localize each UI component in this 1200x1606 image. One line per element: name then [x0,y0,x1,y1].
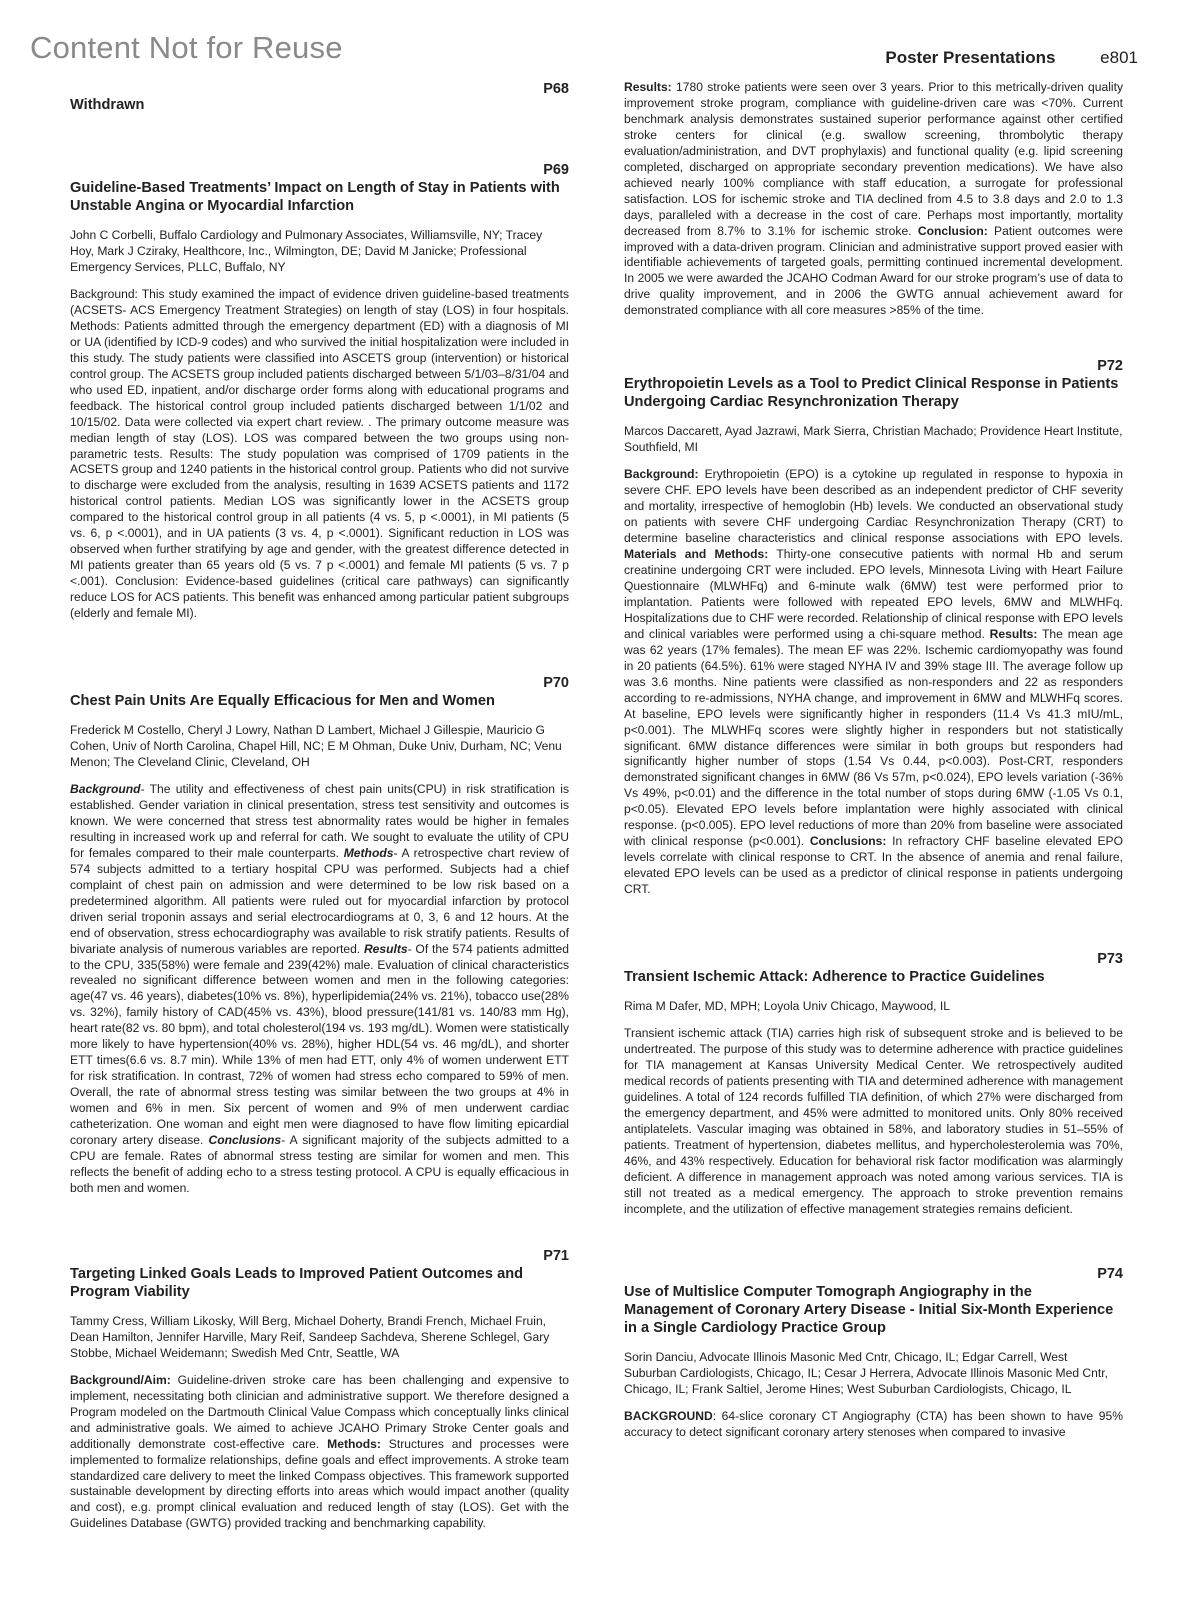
abstract-id: P73 [1097,951,1123,968]
abstract-title: Use of Multislice Computer Tomograph Angiography in the Management of Coronary Artery Disease - Initial Six-Month Experience in a Single Cardiology Practice Group [624,1284,1114,1337]
abstract-id: P69 [543,162,569,178]
label-conclusions: Conclusions [208,1132,282,1147]
label-conclusion: Conclusion: [917,223,988,238]
conclusions-text: - A significant majority of the subjects admitted to a CPU are female. Rates of abnormal stress testing are similar for women and men. This reflects the benefit of adding echo to a stress testing protocol. A CPU is equally efficacious in both men and women. [70,1132,569,1195]
results-text: - Of the 574 patients admitted to the CPU, 335(58%) were female and 239(42%) male. Evaluation of clinical characteristics revealed no significant difference between women and men in the following categories: age(47 vs. 46 years), diabetes(10% vs. 8%), hyperlipidemia(24% vs. 21%), tobacco use(28% vs. 32%), family history of CAD(45% vs. 43%), blood pressure(141/81 vs. 140/83 mm Hg), heart rate(82 vs. 80 bpm), and total cholesterol(194 vs. 193 mg/dL). Women were statistically more likely to have hypertension(40% vs. 28%), higher HDL(54 vs. 46 mg/dL), and shorter ETT times(6.6 vs. 8.7 min). While 13% of men had ETT, only 4% of women underwent ETT for risk stratification. In contrast, 72% of women had stress echo compared to 59% of men. Overall, the rate of abnormal stress testing was similar between the two groups at 4% in women and 6% in men. Six percent of women and 9% of men underwent cardiac catheterization. One woman and eight men were diagnosed to have flow limiting epicardial coronary artery disease. [70,941,569,1147]
abstract-authors: Marcos Daccarett, Ayad Jazrawi, Mark Sierra, Christian Machado; Providence Heart Institute, Southfield, MI [624,424,1123,455]
methods-text: - A retrospective chart review of 574 subjects admitted to a tertiary hospital CPU was performed. Subjects had a chief complaint of chest pain on admission and were determined to be low risk based on a predetermined algorithm. All patients were ruled out for myocardial infarction by protocol driven serial troponin assays and serial electrocardiograms at 0, 3, 6 and 12 hours. At the end of observation, stress echocardiography was available to risk stratify patients. Results of bivariate analysis of numerous variables are reported. [70,845,569,956]
methods-text: Thirty-one consecutive patients with normal Hb and serum creatinine undergoing CRT were included. EPO levels, Minnesota Living with Heart Failure Questionnaire (MLWHFq) and 6-minute walk (6MW) test were performed prior to implantation. Patients were followed with repeated EPO levels, 6MW and MLWHFq. Hospitalizations due to CHF were recorded. Relationship of clinical response with EPO levels and clinical variables were performed using a chi-square method. [624,547,1123,641]
abstract-body [624,80,1123,319]
abstract-p69 [70,161,569,622]
label-background: Background: [624,467,699,482]
abstract-body [70,1373,569,1533]
abstract-p74 [624,1265,1123,1441]
abstract-body [624,467,1123,898]
results-text: The mean age was 62 years (17% females). The mean EF was 22%. Ischemic cardiomyopathy was found in 20 patients (64.5%). 61% were staged NYHA IV and 39% stage III. The average follow up was 3.6 months. Nine patients were classified as non-responders and 22 as responders according to re-admissions, NYHA change, and improvement in 6MW and MLWHFq scores. At baseline, EPO levels were significantly higher in responders (11.4 Vs 41.3 mIU/mL, p<0.001). The MLWHFq scores were slightly higher in responders but not statistically significant. 6MW distance differences were similar in both groups but responders had significantly higher number of stops (1.54 Vs 0.44, p<0.003). Post-CRT, responders demonstrated significant changes in 6MW (86 Vs 57m, p<0.024), EPO levels variation (-36% Vs 49%, p<0.01) and the difference in the total number of stops during 6MW (-1.05 Vs 0.1, p<0.05). Elevated EPO levels before implantation were highly associated with clinical response. (p<0.005). EPO level reductions of more than 20% from baseline were associated with clinical response (p<0.001). [624,626,1123,849]
abstract-p71 [70,1247,569,1533]
abstract-id: P70 [543,675,569,692]
left-column [70,80,569,1532]
label-methods: Materials and Methods: [624,547,769,562]
abstract-body [624,1409,1123,1441]
abstract-p73 [624,950,1123,1217]
methods-text: Structures and processes were implemented to formalize relationships, define goals and effect improvements. A stroke team standardized care delivery to meet the linked Compass objectives. This framework supported sustainable development by directing efforts into areas which would impact another (quality and cost), e.g. prompt clinical evaluation and reduced length of stay (LOS). Get with the Guidelines Database (GWTG) provided tracking and benchmarking capability. [70,1436,569,1531]
conclusions-text: In refractory CHF baseline elevated EPO levels correlate with clinical response to CRT. In the absence of anemia and renal failure, elevated EPO levels can be used as a predictor of clinical response in patients undergoing CRT. [624,834,1123,897]
abstract-p72 [624,357,1123,898]
abstract-title: Guideline-Based Treatments’ Impact on Length of Stay in Patients with Unstable Angina or Myocardial Infarction [70,180,560,214]
label-background: BACKGROUND [624,1409,713,1424]
abstract-body: Transient ischemic attack (TIA) carries high risk of subsequent stroke and is believed to be undertreated. The purpose of this study was to determine adherence with practice guidelines for TIA management at Kansas University Medical Center. We retrospectively audited medical records of patients presenting with TIA and determined adherence with management guidelines. A total of 124 records fulfilled TIA definition, of which 27% were discharged from the emergency department, and 45% were admitted to monitored units. Only 80% received antiplatelets. Vascular imaging was obtained in 58%, and laboratory studies in 51–55% of patients. Treatment of hypertension, diabetes mellitus, and hypercholesterolemia was 70%, 46%, and 43% respectively. Education for behavioral risk factor modification was alarmingly deficient. A difference in management approach was noted among various services. TIA is still not treated as a medical emergency. The approach to stroke prevention remains incomplete, and the utilization of effective management strategies remains deficient. [624,1026,1123,1216]
abstract-id: P71 [543,1247,569,1264]
abstract-body: Background: This study examined the impact of evidence driven guideline-based treatments (ACSETS- ACS Emergency Treatment Strategies) on length of stay (LOS) in four hospitals. Methods: Patients admitted through the emergency department (ED) with a diagnosis of MI or UA (identified by ICD-9 codes) and who survived the initial hospitalization were included in this study. The study patients were classified into ASCETS group (intervention) or historical control group. The ACSETS group included patients discharged between 5/1/03–8/31/04 and who used ED, inpatient, and/or discharge order forms along with educational programs and feedback. The historical control group included patients discharged between 1/1/02 and 10/15/02. Data were collected via expert chart review. . The primary outcome measure was median length of stay (LOS). LOS was compared between the two groups using non-parametric tests. Results: The study population was comprised of 1709 patients in the ACSETS group and 1240 patients in the historical control group. Patients who did not survive to discharge were excluded from the analysis, resulting in 1639 ACSETS patients and 1172 historical control patients. Median LOS was significantly lower in the ACSETS group compared to the historical control group in all patients (4 vs. 5, p <.0001), in MI patients (5 vs. 6, p <.0001), and in UA patients (3 vs. 4, p <.0001). Significant reduction in LOS was observed when further stratifying by age and gender, with the greatest difference detected in MI patients greater than 65 years old (5 vs. 7 p <.0001) and female MI patients (5 vs. 7 p <.001). Conclusion: Evidence-based guidelines (critical care pathways) can significantly reduce LOS for ACS patients. This benefit was enhanced among particular patient subgroups (elderly and female MI). [70,287,569,621]
abstract-id: P68 [543,81,569,97]
abstract-p70 [70,674,569,1197]
background-text: Erythropoietin (EPO) is a cytokine up regulated in response to hypoxia in severe CHF. EPO levels have been described as an independent predictor of CHF severity and mortality, irrespective of hemoglobin (Hb) levels. We conducted an observational study on patients with severe CHF undergoing Cardiac Resynchronization Therapy (CRT) to determine baseline characteristics and clinical response associations with EPO levels. [624,467,1123,546]
abstract-authors: Tammy Cress, William Likosky, Will Berg, Michael Doherty, Brandi French, Michael Fruin, Dean Hamilton, Jennifer Harville, Mary Reif, Sandeep Sachdeva, Sherene Schlegel, Gary Stobbe, Michael Weidemann; Swedish Med Cntr, Seattle, WA [70,1313,550,1360]
abstract-body [70,782,569,1197]
abstract-authors: Frederick M Costello, Cheryl J Lowry, Nathan D Lambert, Michael J Gillespie, Mauricio G Cohen, Univ of North Carolina, Chapel Hill, NC; E M Ohman, Duke Univ, Durham, NC; Venu Menon; The Cleveland Clinic, Cleveland, OH [70,723,562,770]
background-text: - The utility and effectiveness of chest pain units(CPU) in risk stratification is established. Gender variation in clinical presentation, stress test sensitivity and outcomes is known. We were concerned that stress test abnormality rates would be higher in females resulting in increased work up and referral for cath. We sought to evaluate the utility of CPU for females compared to their male counterparts. [70,782,569,860]
conclusion-text: Patient outcomes were improved with a data-driven program. Clinician and administrative support proved easier with identifiable achievements of targeted goals, permitting continued incremental development. In 2005 we were awarded the JCAHO Codman Award for our stroke program’s use of data to drive quality improvement, and in 2006 the GWTG annual achievement award for demonstrated compliance with all core measures >85% of the time. [624,223,1123,318]
right-column [624,80,1123,1441]
abstract-title: Transient Ischemic Attack: Adherence to Practice Guidelines [624,969,1045,986]
label-methods: Methods: [327,1436,381,1451]
abstract-title: Targeting Linked Goals Leads to Improved Patient Outcomes and Program Viability [70,1265,524,1300]
abstract-p71-continued [624,80,1123,319]
label-background: Background/Aim: [70,1372,171,1387]
abstract-id: P72 [1097,358,1123,375]
abstract-authors: Sorin Danciu, Advocate Illinois Masonic Med Cntr, Chicago, IL; Edgar Carrell, West Suburban Cardiologists, Chicago, IL; Cesar J Herrera, Advocate Illinois Masonic Med Cntr, Chicago, IL; Frank Saltiel, Jerome Hines; West Suburban Cardiologists, Chicago, IL [624,1350,1108,1397]
running-head [885,48,1138,68]
results-text: 1780 stroke patients were seen over 3 years. Prior to this metrically-driven quality improvement stroke program, compliance with guideline-driven care was <70%. Current benchmark analysis demonstrates sustained superior performance against other certified stroke centers for clinical (e.g. swallow screening, thrombolytic therapy evaluation/administration, and DVT prophylaxis) and functional quality (e.g. lipid screening completed, discharged on appropriate secondary prevention medications). We have also achieved nearly 100% compliance with staff education, a surrogate for professional satisfaction. LOS for ischemic stroke and TIA declined from 4.5 to 3.8 days and 2.0 to 1.3 days, paralleled with a decrease in the cost of care. Perhaps most importantly, mortality decreased from 8.7% to 3.1% for ischemic stroke. [624,80,1123,238]
background-text: : 64-slice coronary CT Angiography (CTA) has been shown to have 95% accuracy to detect significant coronary artery stenoses when compared to invasive [624,1409,1123,1440]
label-results: Results: [624,80,672,94]
abstract-p68 [70,80,569,114]
abstract-authors: John C Corbelli, Buffalo Cardiology and Pulmonary Associates, Williamsville, NY; Tracey Hoy, Mark J Cziraky, Healthcore, Inc., Wilmington, DE; David M Janicke; Professional Emergency Services, PLLC, Buffalo, NY [70,228,543,274]
abstract-title: Withdrawn [70,97,145,113]
abstract-authors: Rima M Dafer, MD, MPH; Loyola Univ Chicago, Maywood, IL [624,999,950,1014]
label-background: Background [70,782,141,797]
page-number: e801 [1100,48,1138,67]
label-conclusions: Conclusions: [809,834,887,849]
background-text: Guideline-driven stroke care has been challenging and expensive to implement, necessitating both clinician and administrative support. We therefore designed a Program modeled on the Dartmouth Clinical Value Compass which conceptually links clinical and administrative goals. We aimed to achieve JCAHO Primary Stroke Center goals and additionally demonstrate cost-effective care. [70,1372,569,1451]
label-results: Results: [989,626,1038,641]
label-results: Results [363,941,408,956]
watermark: Content Not for Reuse [30,30,343,65]
abstract-title: Erythropoietin Levels as a Tool to Predict Clinical Response in Patients Undergoing Cardiac Resynchronization Therapy [624,376,1119,411]
abstract-title: Chest Pain Units Are Equally Efficacious for Men and Women [70,693,495,710]
label-methods: Methods [343,845,394,860]
abstract-id: P74 [1097,1266,1123,1283]
section-title: Poster Presentations [885,48,1056,67]
